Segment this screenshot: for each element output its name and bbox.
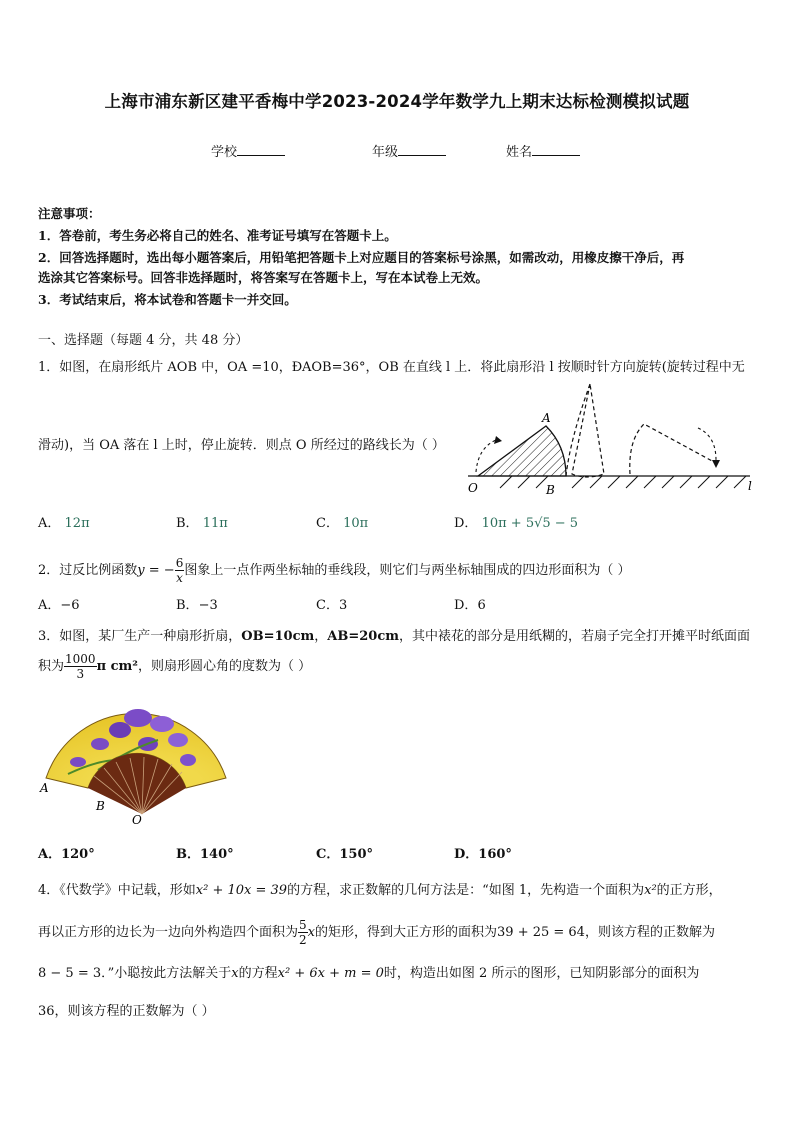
grade-label: 年级 [372, 145, 399, 160]
q3-option-c: C．150° [316, 847, 373, 862]
q2-option-b: B．−3 [176, 598, 218, 613]
q1-text-line2: 滑动)，当 OA 落在 l 上时，停止旋转．则点 O 所经过的路线长为（ ） [38, 438, 445, 453]
q1-text-line1: 1．如图，在扇形纸片 AOB 中，OA =10，ÐAOB=36°，OB 在直线 l 上．将此扇形沿 l 按顺时针方向旋转(旋转过程中无 [38, 360, 745, 375]
notice-item: 2．回答选择题时，选出每小题答案后，用铅笔把答题卡上对应题目的答案标号涂黑，如需改动，用橡皮擦干净后，再 [38, 250, 685, 265]
q2-option-d: D．6 [454, 598, 486, 613]
notice-item: 1．答卷前，考生务必将自己的姓名、准考证号填写在答题卡上。 [38, 228, 397, 243]
q1-option-c: C． 10π [316, 516, 369, 531]
notice-item: 选涂其它答案标号。回答非选择题时，将答案写在答题卡上，写在本试卷上无效。 [38, 270, 489, 285]
name-label: 姓名 [506, 145, 533, 160]
dashed-arc [566, 384, 590, 476]
arrow-left-head [494, 436, 502, 444]
school-blank [237, 143, 285, 156]
q3-option-b: B．140° [176, 847, 234, 862]
label-o: O [468, 481, 478, 495]
q2-option-a: A．−6 [38, 598, 80, 613]
q4-text-line3: 8 − 5 = 3．”小聪按此方法解关于x的方程x² + 6x + m = 0时，构造出如图 2 所示的图形，已知阴影部分的面积为 [38, 966, 700, 981]
q4-text-line4: 36，则该方程的正数解为（ ） [38, 1004, 215, 1019]
fan-label-o: O [132, 813, 142, 827]
sector-aob [478, 426, 566, 476]
ground-hatch [500, 476, 746, 488]
q1-figure [460, 380, 760, 500]
name-blank [532, 143, 580, 156]
q3-option-a: A．120° [38, 847, 95, 862]
q2-option-c: C．3 [316, 598, 348, 613]
q1-option-b: B． 11π [176, 516, 228, 531]
q3-text-line2: 积为 $\frac{1000}{3}$ π cm²，则扇形圆心角的度数为（ ） [38, 652, 312, 681]
q2-text: 2．过反比例函数y = − $\frac{6}{x}$ 图象上一点作两坐标轴的垂线段，则它们与两坐标轴围成的四边形面积为（ ） [38, 556, 631, 585]
paper-title: 上海市浦东新区建平香梅中学2023-2024学年数学九上期末达标检测模拟试题 [104, 92, 690, 111]
grade-blank [398, 143, 446, 156]
dashed-sector-1 [572, 384, 604, 477]
dashed-sector-2 [630, 424, 714, 474]
q3-text-line1: 3．如图，某厂生产一种扇形折扇，OB=10cm，AB=20cm，其中裱花的部分是用纸糊的，若扇子完全打开摊平时纸面面 [38, 629, 751, 644]
notice-heading: 注意事项： [38, 206, 101, 221]
q3-option-d: D．160° [454, 847, 512, 862]
label-b: B [546, 483, 555, 497]
school-field [211, 141, 285, 160]
arrow-right [698, 428, 716, 460]
fan-label-a: A [40, 781, 49, 795]
name-field [506, 141, 580, 160]
section-heading: 一、选择题（每题 4 分，共 48 分） [38, 333, 249, 348]
q1-option-a: A． 12π [38, 516, 90, 531]
school-label: 学校 [211, 145, 238, 160]
label-a: A [542, 411, 551, 425]
grade-field [372, 141, 446, 160]
arrow-right-head [712, 460, 720, 468]
q3-fan-figure [38, 700, 228, 830]
q4-text-line1: 4．《代数学》中记载，形如x² + 10x = 39的方程，求正数解的几何方法是：“如图 1，先构造一个面积为x²的正方形， [38, 883, 722, 898]
label-l: l [748, 479, 752, 493]
fan-label-b: B [96, 799, 105, 813]
notice-item: 3．考试结束后，将本试卷和答题卡一并交回。 [38, 292, 297, 307]
q4-text-line2: 再以正方形的边长为一边向外构造四个面积为 $\frac{5}{2}$ x的矩形，得到大正方形的面积为39 + 25 = 64，则该方程的正数解为 [38, 918, 715, 947]
q1-option-d: D． 10π + 5√5 − 5 [454, 516, 579, 531]
